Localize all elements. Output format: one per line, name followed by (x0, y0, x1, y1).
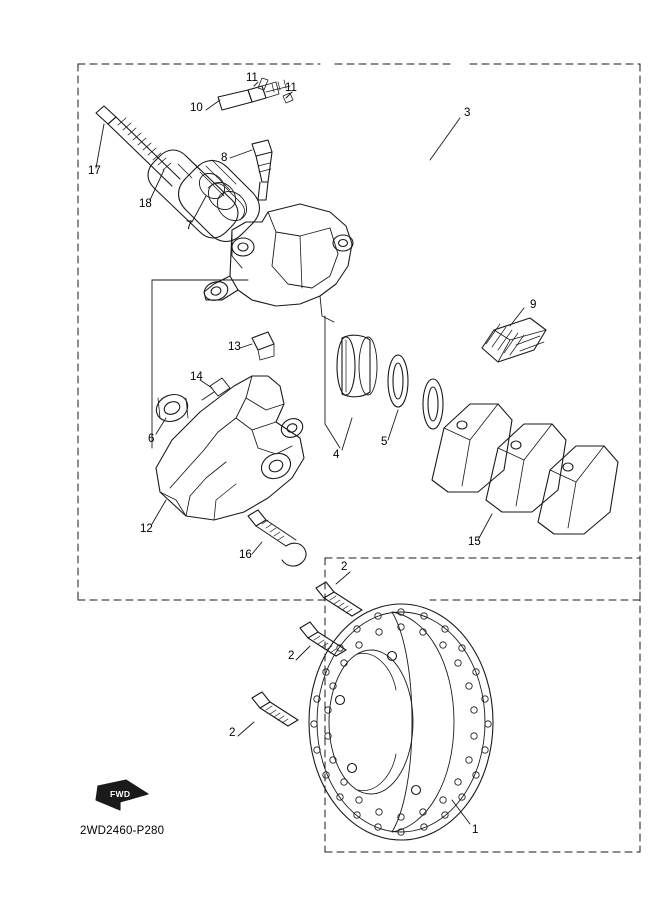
callout-4: 4 (333, 449, 340, 461)
callout-1: 1 (472, 824, 479, 836)
part-13-clip (252, 332, 274, 360)
callout-15: 15 (468, 536, 481, 548)
callout-3: 3 (464, 107, 471, 119)
part-15-brake-pads (432, 404, 618, 534)
part-2-disc-bolt-c (252, 692, 298, 726)
callout-16: 16 (239, 549, 252, 561)
part-5-piston (337, 335, 377, 397)
caliper-body (202, 204, 353, 322)
callout-8: 8 (221, 152, 228, 164)
callout-2a: 2 (341, 561, 348, 573)
callout-18: 18 (139, 198, 152, 210)
part-11-screw-b (283, 93, 293, 103)
part-2-disc-bolt-a (316, 582, 362, 616)
callout-14: 14 (190, 371, 203, 383)
callout-6: 6 (148, 433, 155, 445)
part-4-piston-seals (388, 355, 443, 429)
group-boundary-3 (78, 64, 640, 600)
callout-13: 13 (228, 341, 241, 353)
callout-7: 7 (186, 220, 193, 232)
part-8-bleed-nipple (252, 140, 272, 200)
part-12-caliper-bracket (156, 376, 306, 520)
callout-10: 10 (190, 102, 203, 114)
part-17-bolt (96, 106, 180, 186)
fwd-direction-label: FWD (110, 789, 131, 799)
callout-11a: 11 (246, 72, 258, 84)
callout-2b: 2 (288, 650, 295, 662)
group-boundary-disc (325, 558, 640, 852)
callout-11b: 11 (285, 82, 297, 94)
callout-17: 17 (88, 165, 101, 177)
part-1-brake-disc (309, 604, 493, 840)
part-9-pad-spring (482, 318, 546, 362)
callout-2c: 2 (229, 727, 236, 739)
part-14-pin (202, 378, 230, 400)
callout-12: 12 (140, 523, 153, 535)
figure-part-code: 2WD2460-P280 (80, 825, 165, 837)
part-6-bushing (152, 390, 191, 426)
part-10-bleed-screw (218, 80, 290, 110)
callout-5: 5 (381, 436, 388, 448)
callout-9: 9 (530, 299, 537, 311)
part-16-slide-bolt (248, 510, 306, 566)
